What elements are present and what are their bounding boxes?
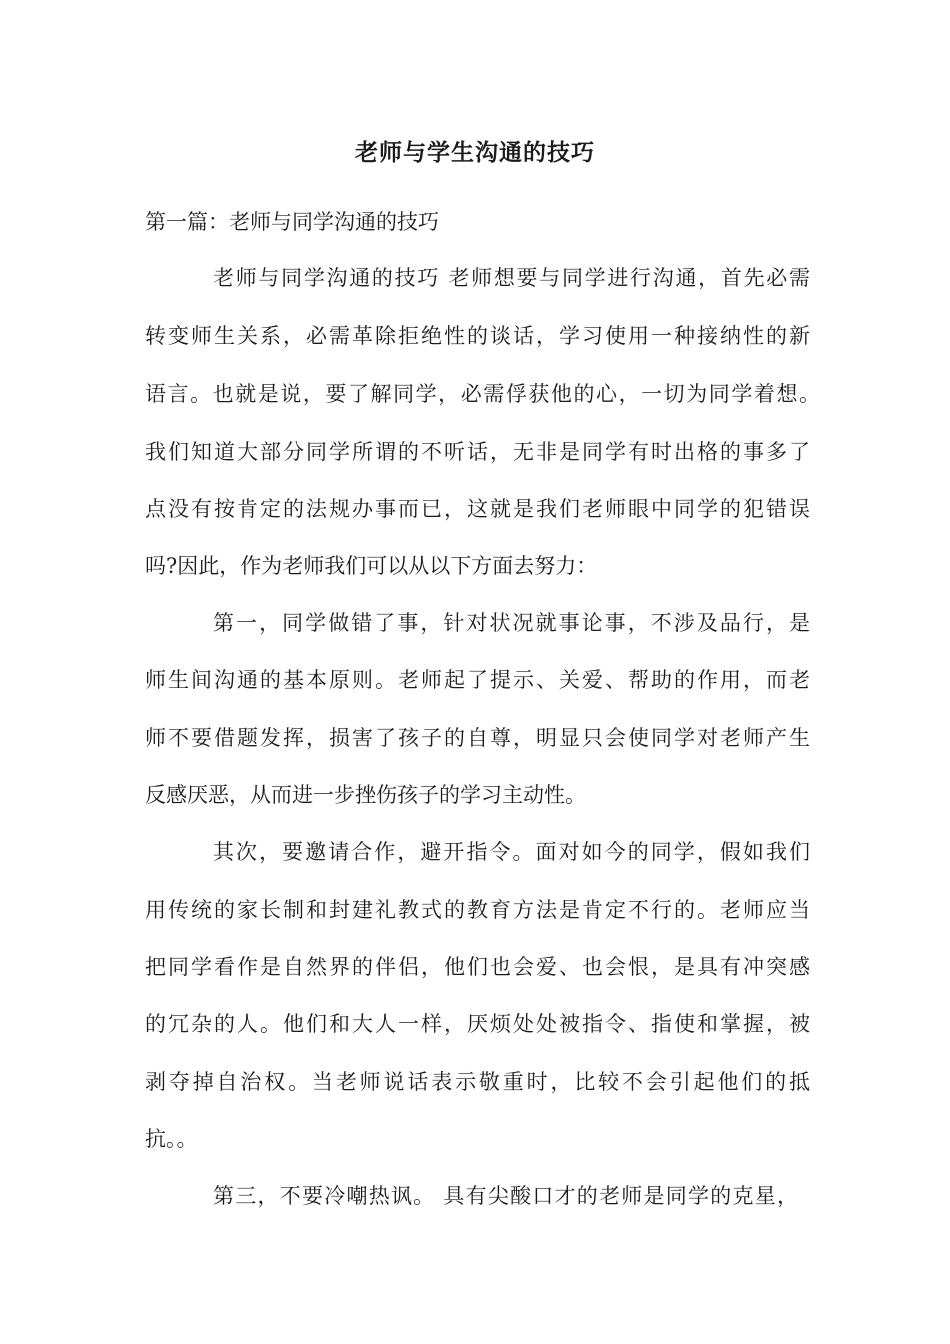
paragraph-line: 剥夺掉自治权。当老师说话表示敬重时，比较不会引起他们的抵 <box>145 1070 810 1094</box>
paragraph-line: 的冗杂的人。他们和大人一样，厌烦处处被指令、指使和掌握，被 <box>145 1012 810 1036</box>
paragraph-line: 师生间沟通的基本原则。老师起了提示、关爱、帮助的作用，而老 <box>145 668 810 692</box>
paragraph-line: 反感厌恶，从而进一步挫伤孩子的学习主动性。 <box>145 783 586 807</box>
paragraph-line: 师不要借题发挥，损害了孩子的自尊，明显只会使同学对老师产生 <box>145 726 810 750</box>
paragraph-line: 第一，同学做错了事，针对状况就事论事，不涉及品行，是 <box>213 611 810 635</box>
paragraph-line: 我们知道大部分同学所谓的不听话，无非是同学有时出格的事多了 <box>145 440 810 464</box>
paragraph-line: 第三，不要冷嘲热讽。 具有尖酸口才的老师是同学的克星， <box>213 1184 798 1208</box>
paragraph-line: 转变师生关系，必需革除拒绝性的谈话，学习使用一种接纳性的新 <box>145 324 810 348</box>
paragraph-line: 语言。也就是说，要了解同学，必需俘获他的心，一切为同学着想。 <box>145 382 820 406</box>
paragraph-line: 其次，要邀请合作，避开指令。面对如今的同学，假如我们 <box>213 840 810 864</box>
paragraph-line: 用传统的家长制和封建礼教式的教育方法是肯定不行的。老师应当 <box>145 898 810 922</box>
paragraph-line: 吗?因此，作为老师我们可以从以下方面去努力： <box>145 554 598 578</box>
document-title: 老师与学生沟通的技巧 <box>355 139 595 166</box>
paragraph-line: 老师与同学沟通的技巧 老师想要与同学进行沟通，首先必需 <box>213 266 810 290</box>
section-heading: 第一篇：老师与同学沟通的技巧 <box>145 210 439 234</box>
paragraph-line: 抗。。 <box>145 1127 198 1151</box>
paragraph-line: 点没有按肯定的法规办事而已，这就是我们老师眼中同学的犯错误 <box>145 497 810 521</box>
paragraph-line: 把同学看作是自然界的伴侣，他们也会爱、也会恨，是具有冲突感 <box>145 955 810 979</box>
